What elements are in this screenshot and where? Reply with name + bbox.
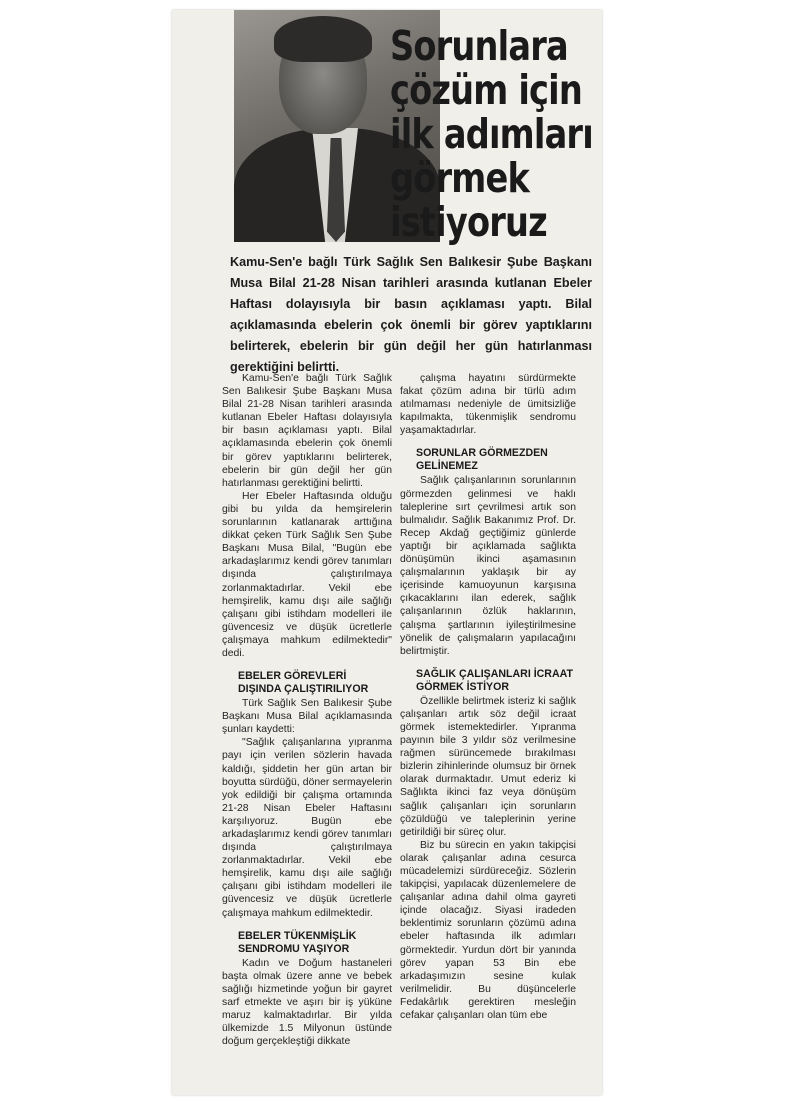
body-paragraph: çalışma hayatını sürdürmekte fakat çözüm adına bir türlü adım atılmaması nedeniyle de ümitsizliğe kapılmakta, tükenmişlik sendromu yaşamaktadırlar. xyxy=(400,373,576,437)
headline-line: görmek xyxy=(390,154,530,202)
subheading: EBELER GÖREVLERİ DIŞINDA ÇALIŞTIRILIYOR xyxy=(238,670,369,696)
body-paragraph: Her Ebeler Haftasında olduğu gibi bu yılda da hemşirelerin sorunlarının katlanarak arttığına dikkat çeken Türk Sağlık Sen Şube Başkanı Musa Bilal, "Bugün ebe arkadaşlarımız kendi görev tanımları dışında çalıştırılmaya zorlanmaktadırlar. Vekil ebe hemşirelik, kamu dışı aile sağlığı çalışanı gibi istihdam modelleri ile güvencesiz ve düşük ücretlerle çalışmaya mahkum edilmektedir" dedi. xyxy=(222,490,392,659)
body-paragraph: Özellikle belirtmek isteriz ki sağlık çalışanları artık söz değil icraat görmek istemektedirler. Yıpranma payının bile 3 yıldır söz verilmesine rağmen sürüncemede bırakılması bizlerin zihinlerinde olumsuz bir örnek olarak durmaktadır. Umut ederiz ki Sağlıkta ikinci faz veya dönüşüm sağlık çalışanları için sorunların çözüldüğü ve taleplerinin yerine getirildiği bir süreç olur. xyxy=(400,695,576,838)
body-paragraph: "Sağlık çalışanlarına yıpranma payı için verilen sözlerin havada kaldığı, şiddetin her gün artan bir boyutta sürdüğü, döner sermayelerin yok edildiği bir çalışma ortamında 21-28 Nisan Ebeler Haftasını karşılıyoruz. Bugün ebe arkadaşlarımız kendi görev tanımları dışında çalıştırılmaya zorlanmaktadırlar. Vekil ebe hemşirelik, kamu dışı aile sağlığı çalışanı gibi istihdam modelleri ile güvencesiz ve düşük ücretlerle çalışmaya mahkum edilmektedir. xyxy=(222,737,392,919)
headline-line: istiyoruz xyxy=(390,198,547,246)
body-paragraph: Türk Sağlık Sen Balıkesir Şube Başkanı Musa Bilal açıklamasında şunları kaydetti: xyxy=(222,698,392,736)
headline xyxy=(390,22,593,246)
left-column xyxy=(222,372,392,1048)
body-paragraph: Kadın ve Doğum hastaneleri başta olmak üzere anne ve bebek sağlığı hizmetinde yoğun bir gayret sarf etmekte ve aşırı bir iş yüküne maruz kalmaktadırlar. Bir yılda ülkemizde 1.5 Milyonun üstünde doğum gerçekleştiği dikkate xyxy=(222,957,392,1048)
headline-line: ilk adımları xyxy=(390,110,593,158)
subheading: EBELER TÜKENMİŞLİK SENDROMU YAŞIYOR xyxy=(238,929,357,955)
body-paragraph: Sağlık çalışanlarının sorunlarının görmezden gelinmesi ve haklı taleplerine sırt çevrilmesi artık son bulmalıdır. Sağlık Bakanımız Prof. Dr. Recep Akdağ geçtiğimiz günlerde yaptığı bir açıklamada sağlıkta dönüşümün ikinci aşamasının çalışmalarının yaklaşık bir ay içerisinde kamuoyunun karşısına çıkacaklarını ilan ederek, sağlık çalışanlarının özlük haklarının, çalışma şartlarının iyileştirilmesine yönelik de çalışmaların yapılacağını belirtmiştir. xyxy=(400,475,576,657)
body-paragraph: Biz bu sürecin en yakın takipçisi olarak çalışanlar adına cesurca mücadelemizi sürdüreceğiz. Sözlerin takipçisi, yapılacak düzenlemelere de çalışanlar adına dahil olma gayreti içinde olacağız. Siyasi iradeden beklentimiz sorunların çözümü adına ebeler haftasında ilk adımları görmektedir. Yurdun dört bir yanında görev yapan 53 Bin ebe arkadaşımızın sesine kulak verilmelidir. Bu düşüncelerle Fedakârlık gerektiren mesleğin cefakar çalışanları olan tüm ebe xyxy=(400,839,576,1022)
headline-line: çözüm için xyxy=(390,66,582,114)
body-paragraph: Kamu-Sen'e bağlı Türk Sağlık Sen Balıkesir Şube Başkanı Musa Bilal 21-28 Nisan tarihleri arasında kutlanan Ebeler Haftası dolayısıyla bir basın açıklaması yaptı. Bilal açıklamasında ebelerin çok önemli bir görev yaptıklarını belirterek, ebelerin bir gün değil her gün hatırlanması gerektiğini belirtti. xyxy=(222,373,392,489)
newspaper-clipping xyxy=(172,10,602,1095)
headline-line: Sorunlara xyxy=(390,22,568,70)
lead-paragraph: Kamu-Sen'e bağlı Türk Sağlık Sen Balıkesir Şube Başkanı Musa Bilal 21-28 Nisan tarihleri arasında kutlanan Ebeler Haftası dolayısıyla bir basın açıklaması yaptı. Bilal açıklamasında ebelerin çok önemli bir görev yaptıklarını belirterek, ebelerin bir gün değil her gün hatırlanması gerektiğini belirtti. xyxy=(230,255,592,374)
subheading: SORUNLAR GÖRMEZDEN GELİNEMEZ xyxy=(416,447,548,473)
subheading: SAĞLIK ÇALIŞANLARI İCRAAT GÖRMEK İSTİYOR xyxy=(416,667,573,693)
right-column xyxy=(400,372,576,1022)
